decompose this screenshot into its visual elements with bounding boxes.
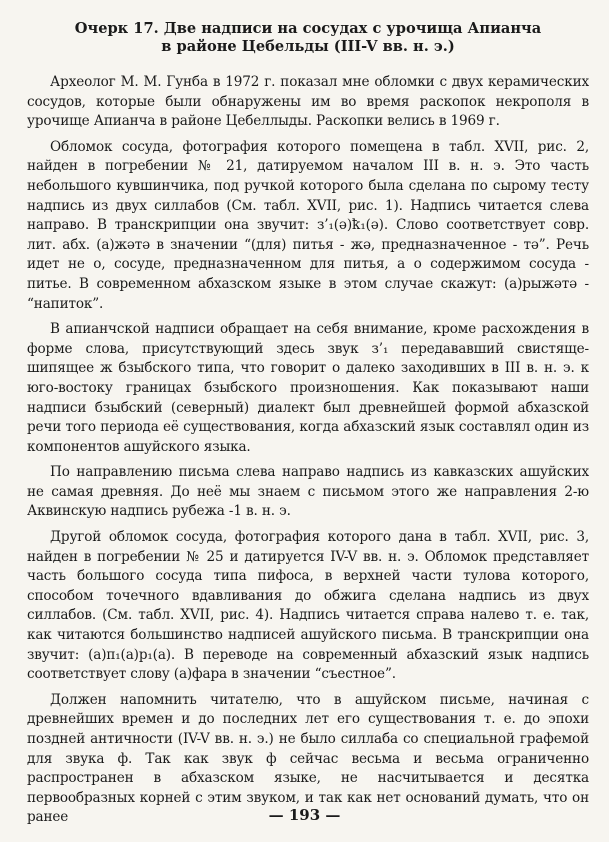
paragraph: Должен напомнить читателю, что в ашуйском письме, начиная с древнейших времен и до последних лет его существования т. е. до эпохи поздней античности (IV-V вв. н. э.) не было силлаба со специальной графемой для звука ф. Так как звук ф сейчас весьма и весьма ограниченно распространен в абхазском языке, не насчитывается и десятка первообразных корней с этим звуком, и так как нет оснований думать, что он ранее: [27, 691, 589, 826]
title-line-1: Очерк 17. Две надписи на сосудах с урочища Апианча: [74, 20, 542, 37]
title-line-2: в районе Цебельды (III-V вв. н. э.): [161, 38, 455, 55]
paragraph: В апианчской надписи обращает на себя внимание, кроме расхождения в форме слова, присутствующий здесь звук з’₁ передававший свистяще-шипящее ж бзыбского типа, что говорит о далеко заходивших в III в. н. э. к юго-востоку границах бзыбского произношения. Как показывают наши надписи бзыбский (северный) диалект был древнейшей формой абхазской речи того периода её существования, когда абхазский язык составлял один из компонентов ашуйского языка.: [27, 321, 589, 455]
page-number: — 193 —: [268, 806, 341, 824]
paragraph: Обломок сосуда, фотография которого помещена в табл. XVII, рис. 2, найден в погребении № 21, датируемом началом III в. н. э. Это часть небольшого кувшинчика, под ручкой которого была сделана по сырому тесту надпись из двух силлабов (См. табл. XVII, рис. 1). Надпись читается слева направо. В транскрипции она звучит: з’₁(ә)ҟ₁(ә). Слово соответствует совр. лит. абх. (а)жәтә в значении “(для) питья - жә, предназначенное - тә”. Речь идет не о, сосуде, предназначенном для питья, а о содержимом сосуда - питье. В современном абхазском языке в этом случае скажут: (а)рыжәтә - “напиток”.: [27, 138, 589, 312]
paragraph: Другой обломок сосуда, фотография которого дана в табл. XVII, рис. 3, найден в погребении № 25 и датируется IV-V вв. н. э. Обломок представляет часть большого сосуда типа пифоса, в верхней части тулова которого, способом точечного вдавливания до обжига сделана надпись из двух силлабов. (См. табл. XVII, рис. 4). Надпись читается справа налево т. е. так, как читаются большинство надписей ашуйского письма. В транскрипции она звучит: (а)п₁(а)р₁(а). В переводе на современный абхазский язык надпись соответствует слову (а)фара в значении “съестное”.: [27, 529, 589, 683]
paragraph: По направлению письма слева направо надпись из кавказских ашуйских не самая древняя. До неё мы знаем с письмом этого же направления 2-ю Аквинскую надпись рубежа -1 в. н. э.: [27, 464, 589, 520]
paragraph: Археолог М. М. Гунба в 1972 г. показал мне обломки с двух керамических сосудов, которые были обнаружены им во время раскопок некрополя в урочище Апианча в районе Цебеллыды. Раскопки велись в 1969 г.: [27, 74, 589, 130]
essay-title: [27, 20, 589, 56]
body-text: [27, 73, 589, 828]
